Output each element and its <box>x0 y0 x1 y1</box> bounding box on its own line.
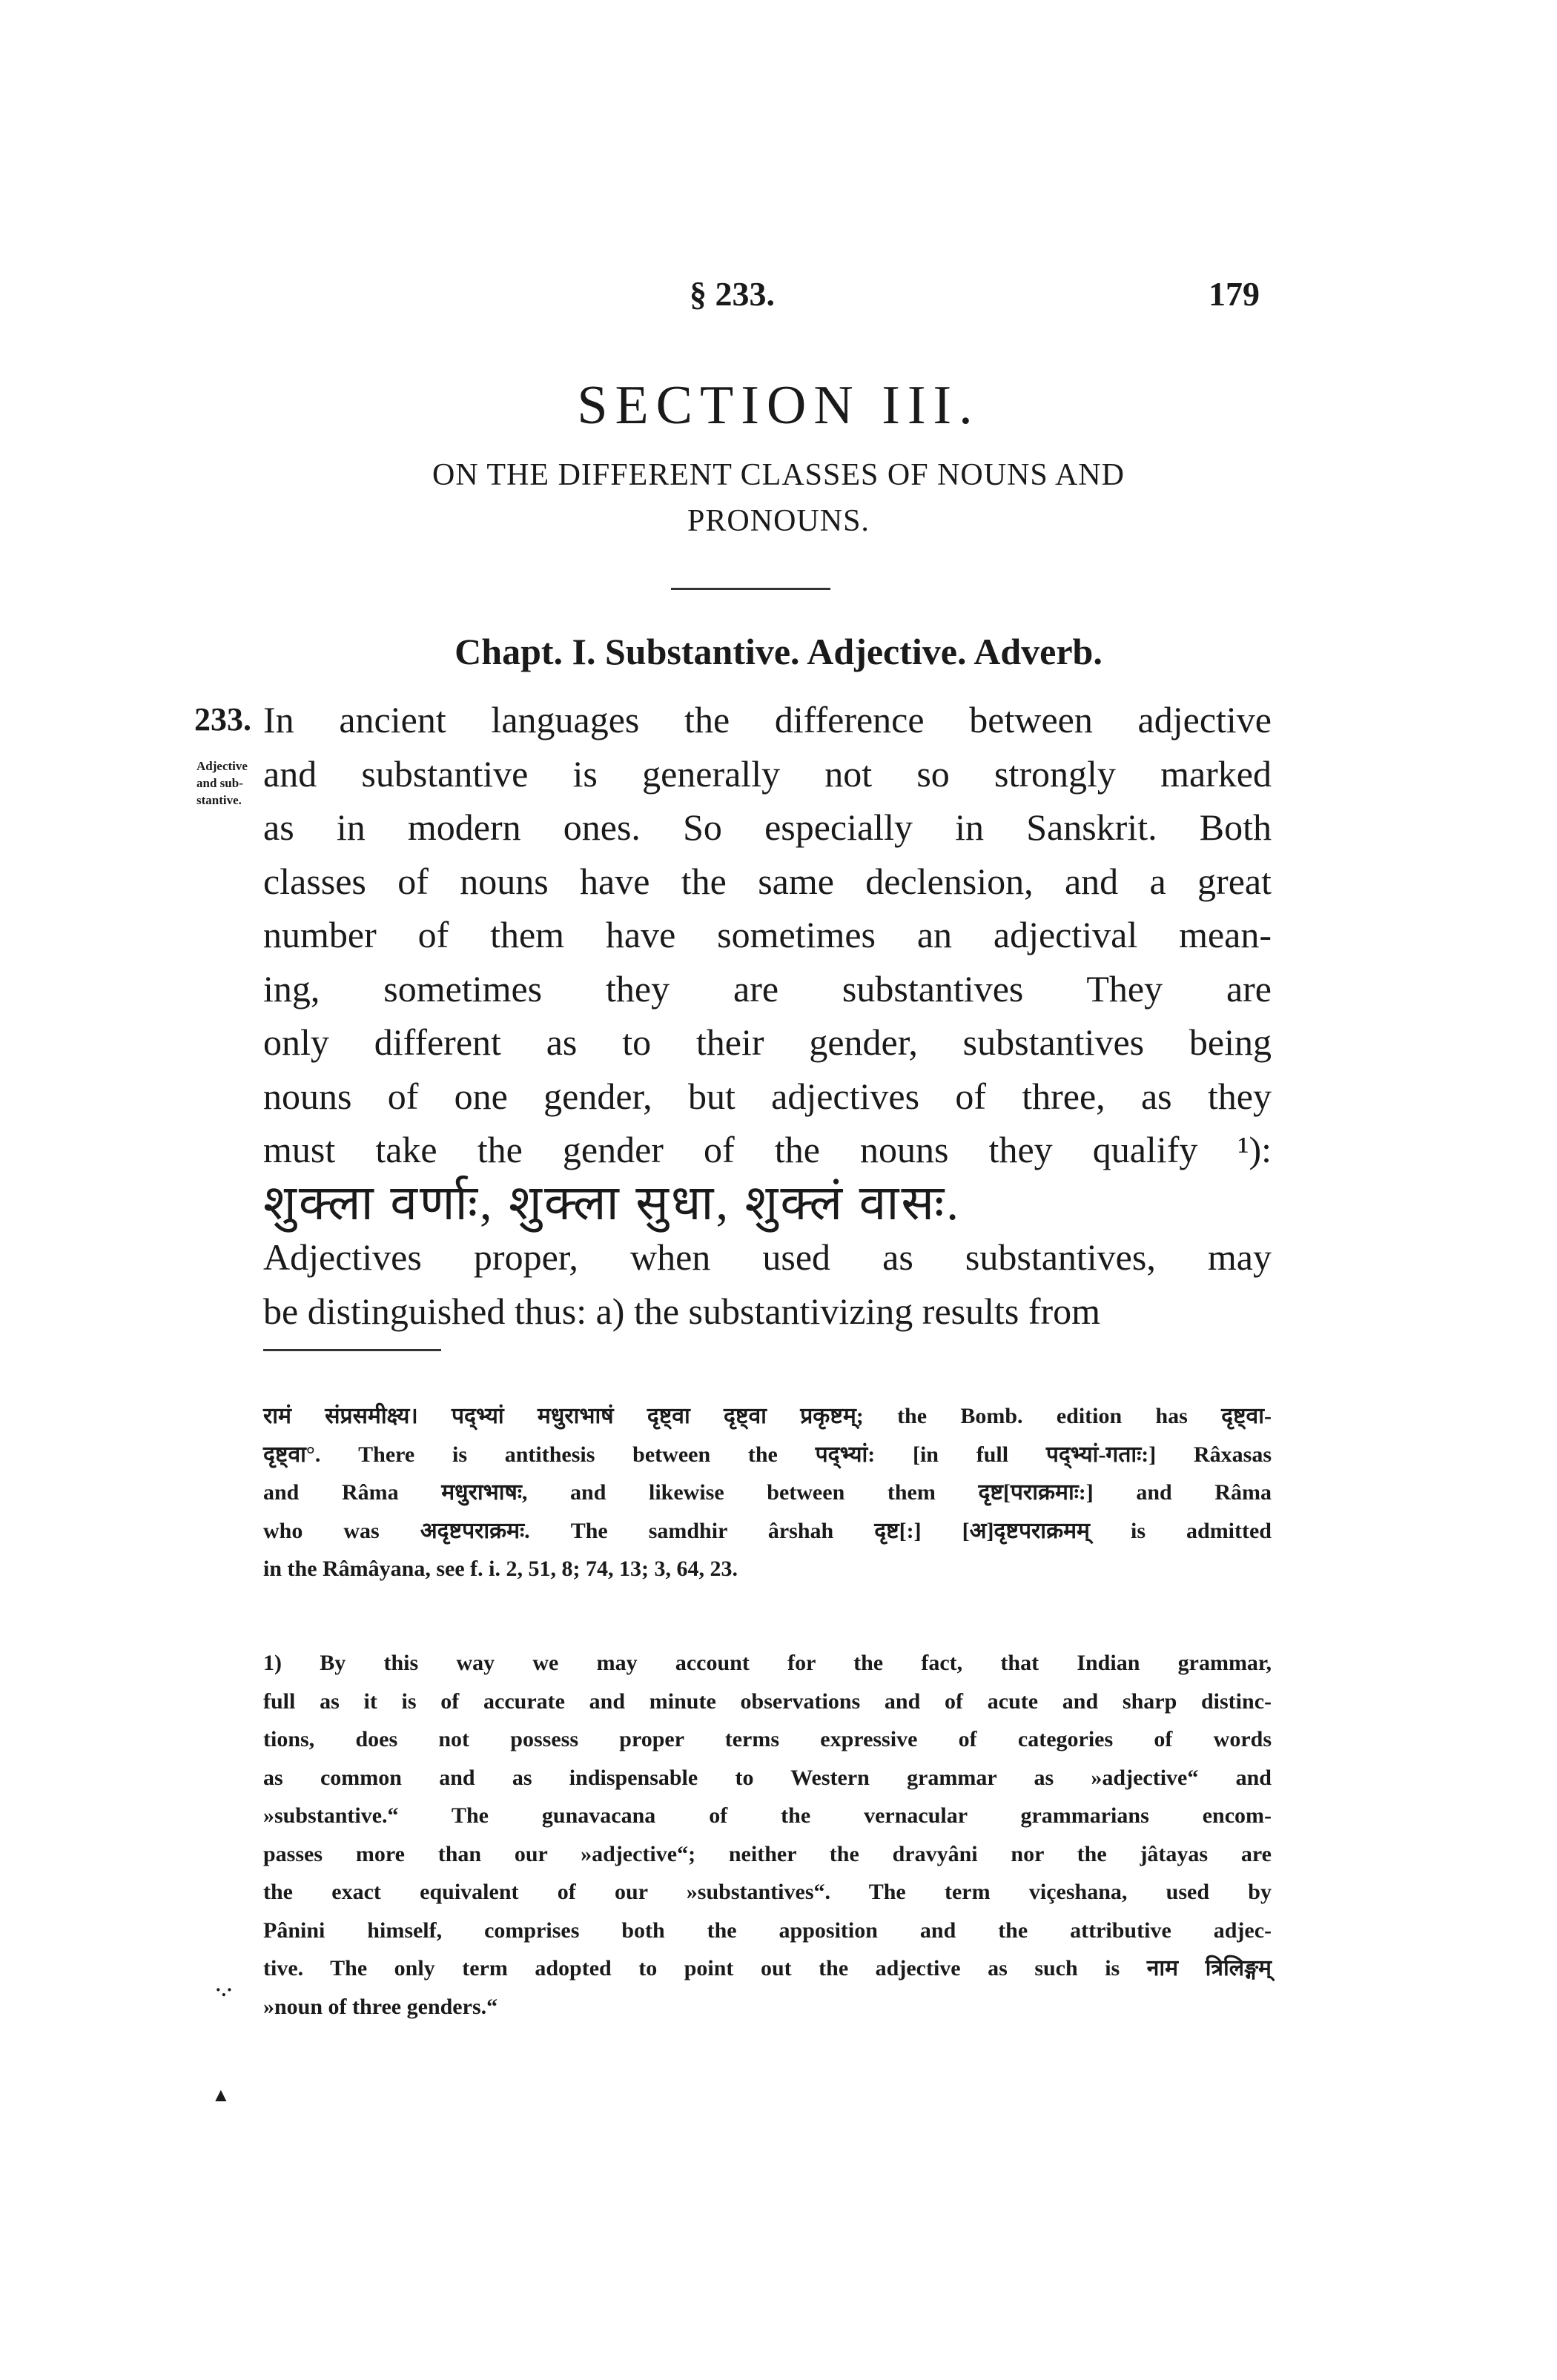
sanskrit-example: शुक्ला वर्णाः, शुक्ला सुधा, शुक्लं वासः. <box>263 1176 961 1230</box>
footnote-line: full as it is of accurate and minute observations and of acute and sharp distinc- <box>263 1688 1272 1714</box>
header-section-ref: § 233. <box>690 275 775 313</box>
section-title: SECTION III. <box>577 375 980 436</box>
footnote-line: दृष्ट्वा°. There is antithesis between the पद्भ्यां: [in full पद्भ्यां-गताः:] Râxasas <box>263 1442 1272 1467</box>
divider-rule <box>671 588 830 590</box>
footnote-line: tions, does not possess proper terms expressive of categories of words <box>263 1727 1272 1751</box>
footnote-line: »noun of three genders.“ <box>263 1994 498 2019</box>
text-line: and substantive is generally not so strongly marked <box>263 752 1272 795</box>
footnote-line: रामं संप्रसमीक्ष्य। पद्भ्यां मधुराभाषं दृष्ट्वा दृष्ट्वा प्रकृष्टम्; the Bomb. edition has दृष्ट्वा- <box>263 1404 1272 1428</box>
text-line: number of them have sometimes an adjectival mean- <box>263 914 1272 955</box>
paragraph-body <box>263 693 1272 1338</box>
footnote-line: who was अदृष्टपराक्रमः. The samdhir ârshah दृष्ट[:] [अ]दृष्टपराक्रमम् is admitted <box>263 1518 1272 1543</box>
text-line: Adjectives proper, when used as substantives, may <box>263 1236 1272 1278</box>
footnote-line: and Râma मधुराभाषः, and likewise between them दृष्ट[पराक्रमाः:] and Râma <box>263 1480 1272 1505</box>
footnote-line: passes more than our »adjective“; neither the dravyâni nor the jâtayas are <box>263 1841 1272 1866</box>
section-subtitle-line: PRONOUNS. <box>687 504 870 538</box>
section-subtitle <box>371 452 1186 544</box>
margin-note <box>196 758 265 809</box>
footnote-divider <box>263 1349 441 1351</box>
margin-note-line: Adjective <box>196 759 248 773</box>
footnote-continued <box>263 1397 1272 1588</box>
print-mark: ·.· <box>215 1979 233 2001</box>
text-line: In ancient languages the difference between adjective <box>263 699 1272 740</box>
text-line: as in modern ones. So especially in Sanskrit. Both <box>263 806 1272 848</box>
chapter-heading: Chapt. I. Substantive. Adjective. Adverb. <box>454 631 1103 672</box>
print-mark: ▲ <box>211 2084 231 2106</box>
section-subtitle-line: ON THE DIFFERENT CLASSES OF NOUNS AND <box>432 458 1125 492</box>
text-line: ing, sometimes they are substantives They are <box>263 967 1272 1010</box>
footnote-line: tive. The only term adopted to point out the adjective as such is नाम त्रिलिङ्गम् <box>263 1956 1272 1980</box>
text-line: classes of nouns have the same declension, and a great <box>263 860 1272 902</box>
text-line: must take the gender of the nouns they qualify ¹): <box>263 1129 1272 1170</box>
page-number: 179 <box>1209 275 1260 313</box>
footnote-line: in the Râmâyana, see f. i. 2, 51, 8; 74, 13; 3, 64, 23. <box>263 1557 738 1581</box>
text-line: be distinguished thus: a) the substantivizing results from <box>263 1290 1101 1332</box>
footnote-1 <box>263 1644 1272 2026</box>
footnote-line: the exact equivalent of our »substantives“. The term viçeshana, used by <box>263 1880 1272 1904</box>
margin-note-line: stantive. <box>196 793 242 807</box>
margin-note-line: and sub- <box>196 776 243 790</box>
footnote-line: as common and as indispensable to Western grammar as »adjective“ and <box>263 1765 1272 1790</box>
footnote-line: Pânini himself, comprises both the apposition and the attributive adjec- <box>263 1917 1272 1943</box>
text-line: only different as to their gender, substantives being <box>263 1021 1272 1063</box>
paragraph-number: 233. <box>194 701 251 737</box>
footnote-line: 1) By this way we may account for the fact, that Indian grammar, <box>263 1651 1272 1675</box>
footnote-line: »substantive.“ The gunavacana of the vernacular grammarians encom- <box>263 1803 1272 1828</box>
text-line: nouns of one gender, but adjectives of three, as they <box>263 1075 1272 1117</box>
